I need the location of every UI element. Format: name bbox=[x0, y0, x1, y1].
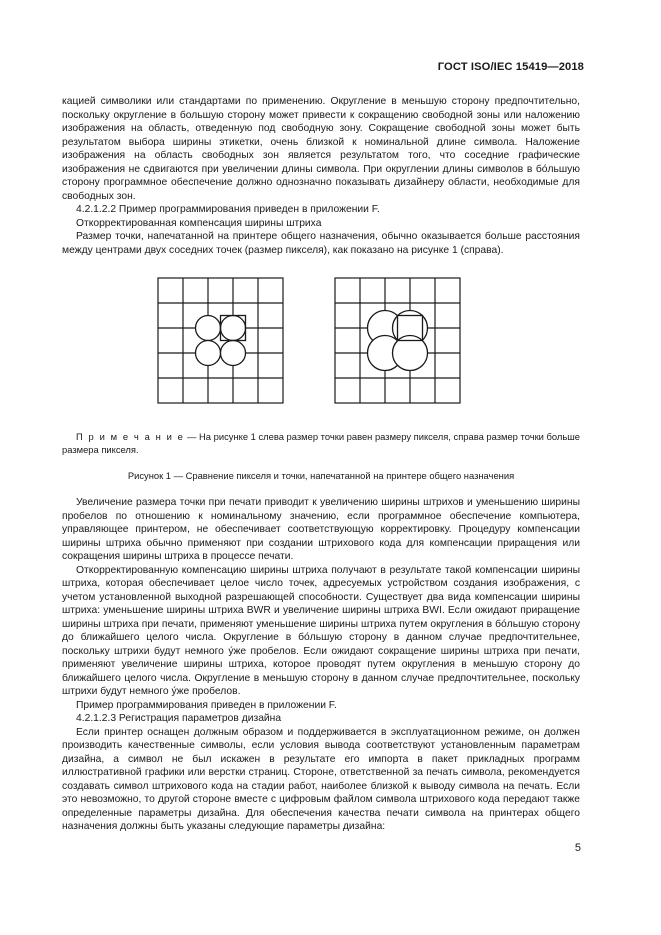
paragraph: Увеличение размера точки при печати приводит к увеличению ширины штрихов и уменьшению ширины пробелов по отношению к номинальному значению, если программное обеспечение компьютера, управляющее принтером, не обеспечивает соответствующую корректировку. Процедуру компенсации ширины штриха обычно применяют при создании штрихового кода для компенсации приращения или сокращения ширины штриха в процессе печати. bbox=[62, 497, 580, 562]
paragraph: Размер точки, напечатанной на принтере общего назначения, обычно оказывается больше расстояния между центрами двух соседних точек (размер пикселя), как показано на рисунке 1 (справа). bbox=[62, 231, 580, 256]
printed-dot bbox=[196, 316, 221, 341]
note-label: П р и м е ч а н и е bbox=[76, 431, 185, 442]
main-text-block bbox=[62, 496, 580, 834]
page-number: 5 bbox=[574, 842, 581, 854]
note-text: — На рисунке 1 слева размер точки равен размеру пикселя, справа размер точки больше размера пикселя. bbox=[62, 431, 580, 455]
subsection-heading: 4.2.1.2.3 Регистрация параметров дизайна bbox=[76, 713, 282, 724]
paragraph: Если принтер оснащен должным образом и поддерживается в эксплуатационном режиме, он должен производить качественные символы, если условия вывода соответствуют установленным параметрам дизайна, а символ не был искажен в результате его импорта в пакет прикладных программ иллюстративной графики или верстки страниц. Стороне, ответственной за печать символа, рекомендуется создавать символ штрихового кода на стадии работ, наиболее близкой к выводу символа на печать. Если это невозможно, то другой стороне вместе с цифровым файлом символа штрихового кода передают также определенные параметры дизайна. Для обеспечения качества печати символа на принтерах общего назначения должны быть указаны следующие параметры дизайна: bbox=[62, 726, 580, 832]
pixel-grid-right-figure bbox=[334, 277, 464, 407]
paragraph: кацией символики или стандартами по применению. Округление в меньшую сторону предпочтительно, поскольку округление в большую сторону может привести к сокращению свободной зоны или наложению изображения на область, отведенную под свободную зону. Сокращение свободной зоны может быть результатом выбора ширины этикетки, очень близкой к номинальной длине символа. Наложение изображения на область свободных зон является результатом того, что соседние графические изображения не сдвигаются при увеличении длины символа. При округлении длины символов в бо́льшую сторону программное обеспечение должно однозначно показывать дизайнеру области, необходимые для свободных зон. bbox=[62, 96, 580, 202]
printed-dot bbox=[221, 316, 246, 341]
figure-note bbox=[62, 431, 580, 456]
pixel-grid-left-figure bbox=[157, 277, 287, 407]
figure-caption: Рисунок 1 — Сравнение пикселя и точки, напечатанной на принтере общего назначения bbox=[127, 470, 515, 481]
paragraph: Откорректированную компенсацию ширины штриха получают в результате такой компенсации ширины штриха, которая обеспечивает целое число точек, адресуемых устройством создания изображения, с учетом установленной выходной разрешающей способности. Существует два вида компенсации ширины штриха: уменьшение ширины штриха BWR и увеличение ширины штриха BWI. Если ожидают приращение ширины штриха при печати, применяют уменьшение ширины штриха путем округления в бо́льшую сторону до ближайшего целого числа. Округление в бо́льшую сторону в данном случае предпочтительнее, поскольку штрихи будут немного у́же пробелов. Если ожидают сокращение ширины штриха при печати, применяют увеличение ширины штриха, которое проводят путем округления в меньшую сторону до ближайшего целого числа. Округление в меньшую сторону в данном случае предпочтительнее, поскольку штрихи будут немного у́же пробелов. bbox=[62, 564, 580, 697]
programming-example-reference: 4.2.1.2.2 Пример программирования приведен в приложении F. bbox=[76, 204, 380, 215]
printed-dot bbox=[196, 341, 221, 366]
document-header: ГОСТ ISO/IEC 15419—2018 bbox=[437, 61, 584, 73]
subsection-heading: Откорректированная компенсация ширины штриха bbox=[76, 217, 322, 229]
programming-example-reference: Пример программирования приведен в приложении F. bbox=[76, 699, 337, 711]
printed-dot bbox=[221, 341, 246, 366]
intro-text-block bbox=[62, 95, 580, 257]
